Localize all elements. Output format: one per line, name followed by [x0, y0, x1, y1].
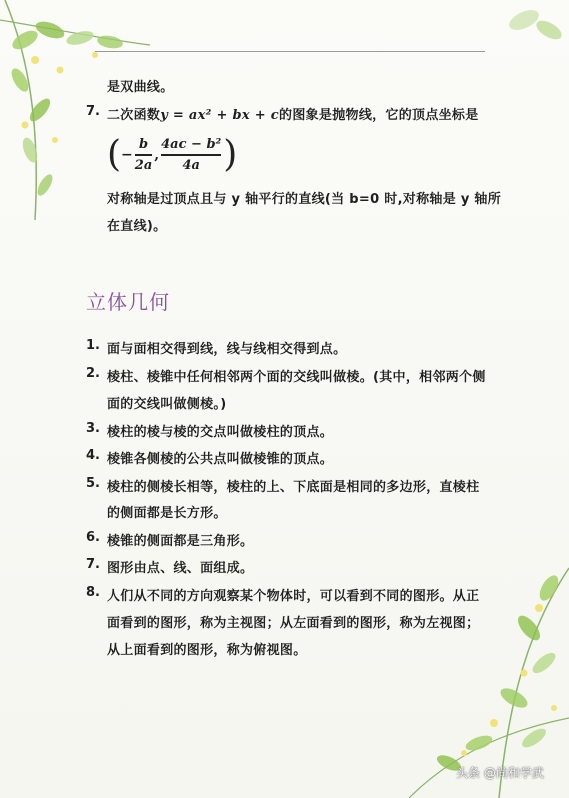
right-paren: ) [223, 134, 238, 175]
list-item-line: 面的交线叫做侧棱。) [107, 397, 227, 412]
list-item-line: 面看到的图形，称为主视图；从左面看到的图形，称为左视图； [107, 616, 480, 631]
axis-of-symmetry-line-2: 在直线)。 [107, 219, 167, 234]
item-number: 7. [86, 557, 100, 572]
list-item-line: 棱锥的侧面都是三角形。 [107, 534, 254, 549]
section-title: 立体几何 [86, 290, 170, 314]
fraction-y-numerator: 4ac − b² [161, 137, 222, 153]
item-number: 8. [86, 585, 100, 600]
quadratic-function-sentence [107, 104, 479, 123]
leaf-decoration-top-right [499, 0, 569, 70]
list-item-line: 图形由点、线、面组成。 [107, 561, 254, 576]
list-item-line: 棱柱的棱与棱的交点叫做棱柱的顶点。 [107, 425, 334, 440]
fraction-y-denominator: 4a [182, 157, 200, 173]
item-number: 7. [86, 104, 100, 119]
sentence-suffix: 的图象是抛物线，它的顶点坐标是 [279, 108, 479, 123]
item-number: 1. [86, 338, 100, 353]
fraction-x [135, 137, 152, 173]
list-item-line: 棱柱、棱锥中任何相邻两个面的交线叫做棱。(其中，相邻两个侧 [107, 370, 486, 385]
continuation-text: 是双曲线。 [107, 80, 174, 95]
sentence-prefix: 二次函数 [107, 108, 161, 123]
item-number: 6. [86, 530, 100, 545]
axis-of-symmetry-line-1: 对称轴是过顶点且与 y 轴平行的直线(当 b=0 时,对称轴是 y 轴所 [107, 192, 502, 207]
source-watermark: 头条 @尚和学武 [456, 766, 544, 780]
fraction-x-numerator: b [138, 137, 149, 153]
fraction-y [161, 137, 221, 173]
list-item-line: 棱锥各侧棱的公共点叫做棱锥的顶点。 [107, 452, 334, 467]
list-item-line: 棱柱的侧棱长相等，棱柱的上、下底面是相同的多边形，直棱柱 [107, 480, 480, 495]
quadratic-formula: y = ax² + bx + c [160, 108, 280, 123]
list-item-line: 面与面相交得到线，线与线相交得到点。 [107, 342, 347, 357]
left-paren: ( [107, 134, 122, 175]
item-number: 2. [86, 366, 100, 381]
minus-sign: − [121, 147, 133, 163]
fraction-x-denominator: 2a [134, 157, 153, 173]
comma: , [154, 147, 160, 163]
list-item-line: 的侧面都是长方形。 [107, 506, 227, 521]
list-item-line: 人们从不同的方向观察某个物体时，可以看到不同的图形。从正 [107, 589, 480, 604]
item-number: 4. [86, 448, 100, 463]
vertex-coordinate-formula [107, 132, 237, 178]
header-rule [95, 51, 485, 52]
item-number: 3. [86, 421, 100, 436]
item-number: 5. [86, 476, 100, 491]
list-item-line: 从上面看到的图形，称为俯视图。 [107, 643, 307, 658]
